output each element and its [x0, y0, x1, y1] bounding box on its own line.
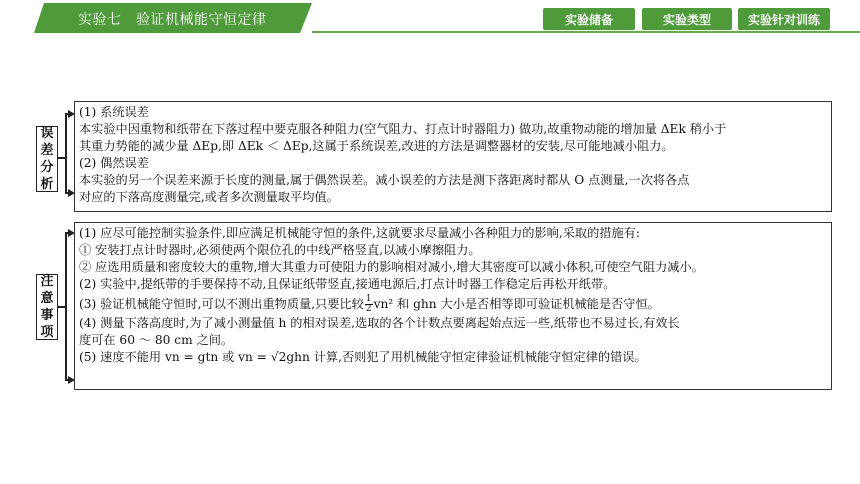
- label-char: 项: [40, 325, 54, 340]
- label-error-analysis: [36, 126, 58, 192]
- label-precautions: [36, 274, 58, 340]
- text-segment: vn² 和 ghn 大小是否相等即可验证机械能是否守恒。: [373, 296, 660, 311]
- text-line: 其重力势能的减少量 ΔEp,即 ΔEk ＜ ΔEp,这属于系统误差,改进的方法是调整器材的安装,尽可能地减小阻力。: [79, 139, 674, 153]
- text-line: ② 应选用质量和密度较大的重物,增大其重力可使阻力的影响相对减小,增大其密度可以减小体积,可使空气阻力减小。: [79, 260, 704, 274]
- fraction: [365, 295, 373, 314]
- text-line: (4) 测量下落高度时,为了减小测量值 h 的相对误差,选取的各个计数点要离起始点远一些,纸带也不易过长,有效长: [79, 316, 680, 330]
- label-char: 析: [40, 177, 54, 192]
- label-char: 事: [40, 308, 54, 323]
- precautions-box: [74, 222, 832, 390]
- label-char: 差: [40, 143, 54, 158]
- text-line: 本实验中因重物和纸带在下落过程中要克服各种阻力(空气阻力、打点计时器阻力) 做功,故重物动能的增加量 ΔEk 稍小于: [79, 122, 727, 136]
- label-char: 分: [40, 160, 54, 175]
- text-line: 本实验的另一个误差来源于长度的测量,属于偶然误差。减小误差的方法是测下落距离时都从 O 点测量,一次将各点: [79, 173, 690, 187]
- text-line: (2) 实验中,提纸带的手要保持不动,且保证纸带竖直,接通电源后,打点计时器工作稳定后再松开纸带。: [79, 277, 616, 291]
- label-char: 注: [40, 274, 54, 289]
- text-line: (5) 速度不能用 vn = gtn 或 vn = √2ghn 计算,否则犯了用机械能守恒定律验证机械能守恒定律的错误。: [79, 350, 647, 364]
- text-line: 对应的下落高度测量完,或者多次测量取平均值。: [79, 190, 339, 204]
- text-line: (1) 应尽可能控制实验条件,即应满足机械能守恒的条件,这就要求尽量减小各种阻力的影响,采取的措施有:: [79, 226, 640, 240]
- connector: [65, 232, 67, 380]
- tab-experiment-prep[interactable]: 实验储备: [543, 8, 635, 30]
- error-analysis-box: [74, 101, 832, 212]
- label-char: 意: [40, 291, 54, 306]
- tab-experiment-types[interactable]: 实验类型: [642, 8, 732, 30]
- label-char: 误: [40, 126, 54, 141]
- connector: [65, 113, 67, 193]
- tab-targeted-training[interactable]: 实验针对训练: [738, 8, 830, 30]
- text-line: 度可在 60 ～ 80 cm 之间。: [79, 333, 234, 347]
- text-segment: (3) 验证机械能守恒时,可以不测出重物质量,只要比较: [79, 296, 364, 311]
- text-line: (1) 系统误差: [79, 105, 149, 119]
- header-divider: [312, 31, 860, 33]
- fraction-denominator: 2: [365, 303, 372, 314]
- text-line: (2) 偶然误差: [79, 156, 149, 170]
- text-line: ① 安装打点计时器时,必须使两个限位孔的中线严格竖直,以减小摩擦阻力。: [79, 243, 481, 257]
- page-title: 实验七 验证机械能守恒定律: [78, 12, 267, 28]
- fraction-numerator: 1: [365, 293, 372, 304]
- text-line-formula: [79, 293, 827, 315]
